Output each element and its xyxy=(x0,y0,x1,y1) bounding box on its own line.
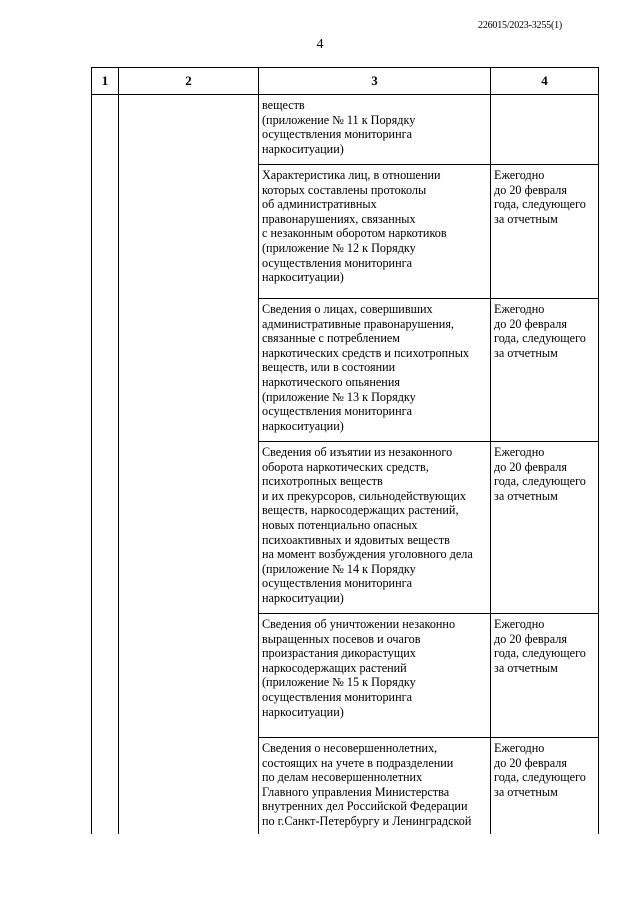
description-text: Сведения о несовершеннолетних, состоящих на учете в подразделении по делам несовершеннолетних Главного управления Министерства внутренних дел Российской Федерации по г.Санкт-Петербургу и Ленинградской xyxy=(262,741,472,828)
cell-deadline xyxy=(491,95,599,165)
cell-col2 xyxy=(119,95,259,834)
cell-description xyxy=(259,442,491,614)
deadline-text: Ежегодно до 20 февраля года, следующего за отчетным xyxy=(494,168,586,226)
cell-deadline xyxy=(491,299,599,442)
cell-col1 xyxy=(92,95,119,834)
page-number: 4 xyxy=(316,37,324,52)
cell-description xyxy=(259,165,491,299)
description-text: Сведения об изъятии из незаконного оборота наркотических средств, психотропных веществ и их прекурсоров, сильнодействующих веществ, наркосодержащих растений, новых потенциально опасных психоактивных и ядовитых веществ на момент возбуждения уголовного дела (приложение № 14 к Порядку осуществления мониторинга наркоситуации) xyxy=(262,445,473,605)
cell-deadline xyxy=(491,442,599,614)
deadline-text: Ежегодно до 20 февраля года, следующего за отчетным xyxy=(494,302,586,360)
description-text: Сведения о лицах, совершивших административные правонарушения, связанные с потреблением наркотических средств и психотропных веществ, или в состоянии наркотического опьянения (приложение № 13 к Порядку осуществления мониторинга наркоситуации) xyxy=(262,302,470,433)
column-header-2: 2 xyxy=(119,68,259,95)
cell-description xyxy=(259,95,491,165)
document-code: 226015/2023-3255(1) xyxy=(478,20,562,31)
column-header-3: 3 xyxy=(259,68,491,95)
cell-deadline xyxy=(491,738,599,834)
table-header-row xyxy=(92,68,599,95)
deadline-text: Ежегодно до 20 февраля года, следующего за отчетным xyxy=(494,445,586,503)
deadline-text xyxy=(491,95,598,103)
cell-deadline xyxy=(491,614,599,738)
column-header-4: 4 xyxy=(491,68,599,95)
cell-description xyxy=(259,738,491,834)
cell-deadline xyxy=(491,165,599,299)
table-row xyxy=(92,95,599,165)
deadline-text: Ежегодно до 20 февраля года, следующего за отчетным xyxy=(494,617,586,675)
description-text: веществ (приложение № 11 к Порядку осуществления мониторинга наркоситуации) xyxy=(262,98,416,156)
description-text: Сведения об уничтожении незаконно выращенных посевов и очагов произрастания дикорастущих наркосодержащих растений (приложение № 15 к Порядку осуществления мониторинга наркоситуации) xyxy=(262,617,456,719)
cell-description xyxy=(259,614,491,738)
cell-description xyxy=(259,299,491,442)
monitoring-table xyxy=(91,67,599,834)
description-text: Характеристика лиц, в отношении которых составлены протоколы об административных правонарушениях, связанных с незаконным оборотом наркотиков (приложение № 12 к Порядку осуществления мониторинга наркоситуации) xyxy=(262,168,447,285)
column-header-1: 1 xyxy=(92,68,119,95)
deadline-text: Ежегодно до 20 февраля года, следующего за отчетным xyxy=(494,741,586,799)
